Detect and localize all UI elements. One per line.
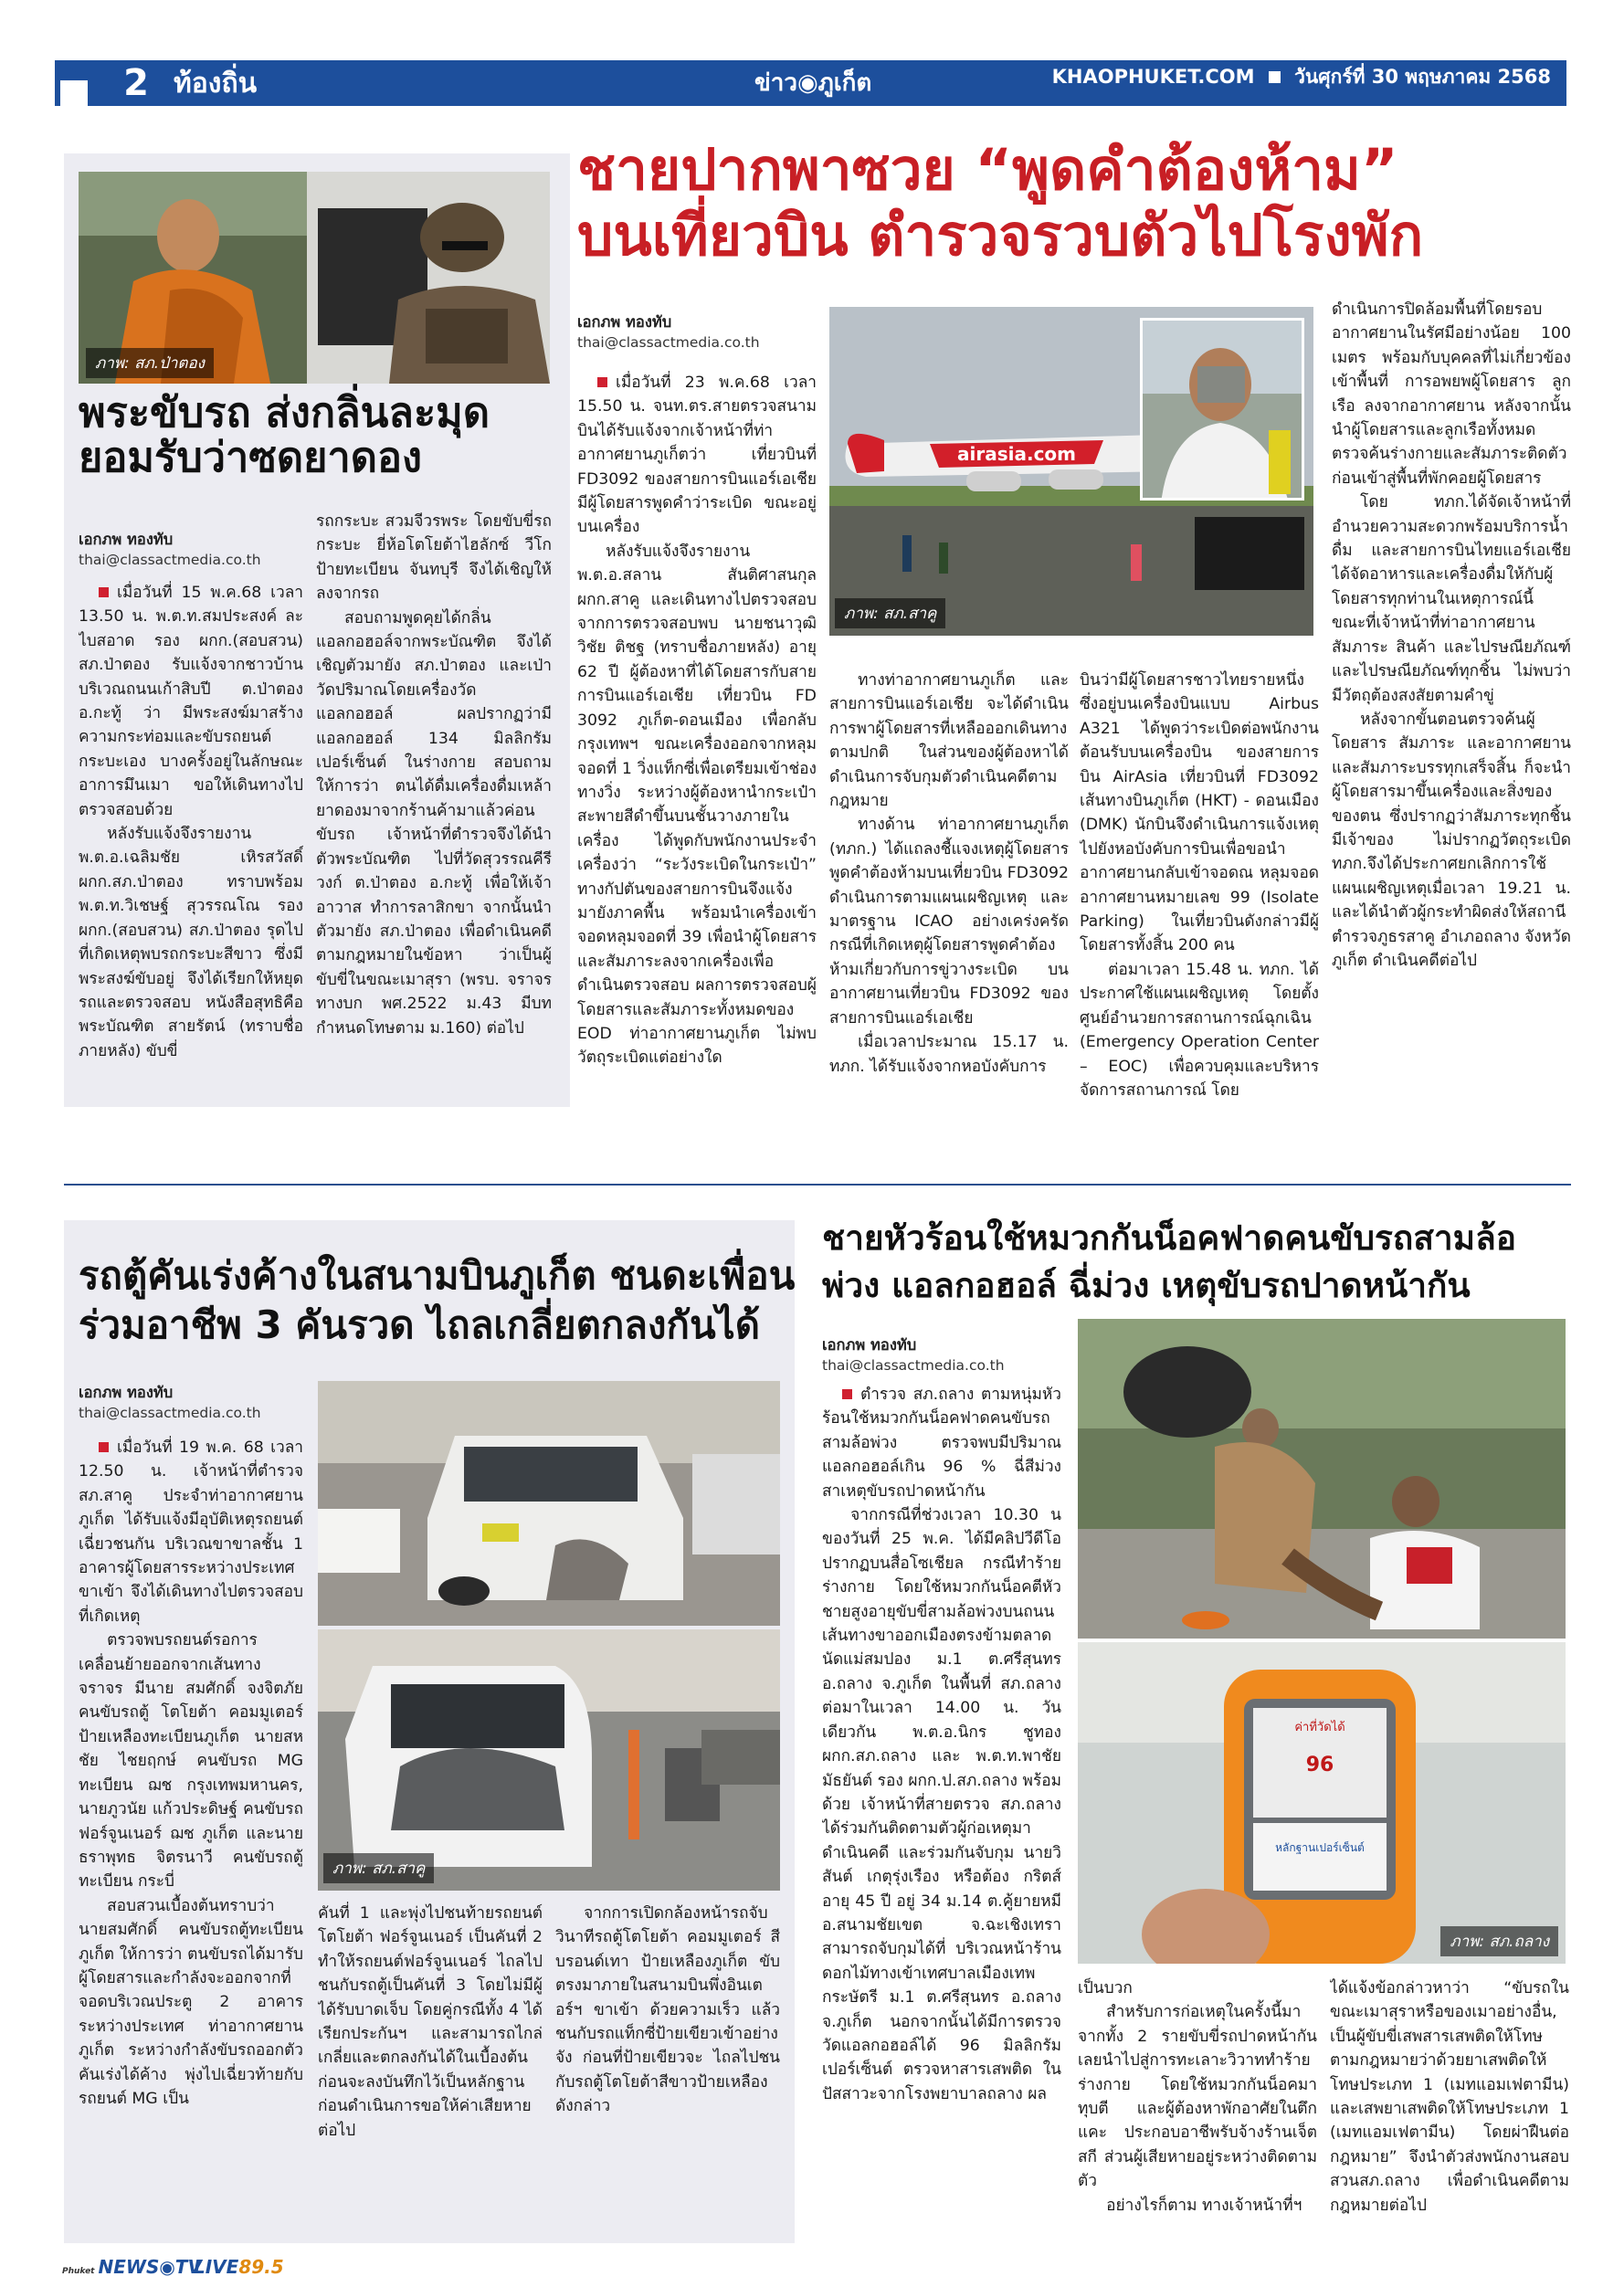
airport-photo	[829, 307, 1313, 636]
van-headline-line1: รถตู้คันเร่งค้างในสนามบินภูเก็ต ชนดะเพื่อน	[79, 1253, 796, 1298]
drunk-headline-line2: พ่วง แอลกอฮอล์ ฉี่ม่วง เหตุขับรถปาดหน้ากัน	[822, 1266, 1471, 1305]
footer-small-text: Phuket	[62, 2267, 95, 2276]
paragraph: เมื่อวันที่ 23 พ.ค.68 เวลา 15.50 น. จนท.ตร.สายตรวจสนามบินได้รับแจ้งจากเจ้าหน้าที่ท่าอากาศยานภูเก็ตว่า เที่ยวบินที่ FD3092 ของสายการบินแอร์เอเชีย มีผู้โดยสารพูดคำว่าระเบิด ขณะอยู่บนเครื่อง	[577, 374, 817, 537]
van-crash-photo-bottom	[318, 1629, 780, 1891]
monk-headline-line1: พระขับรถ ส่งกลิ่นละมุด	[79, 388, 490, 437]
van-crash-photo-top	[318, 1381, 780, 1626]
drunk-photo-credit: ภาพ: สภ.ถลาง	[1440, 1926, 1558, 1956]
paragraph: หลังรับแจ้งจึงรายงาน พ.ต.อ.เฉลิมชัย เหิรสวัสดิ์ ผกก.สภ.ป่าตอง ทราบพร้อม พ.ต.ท.วิเชษฐ์ สุวรรณโณ รอง ผกก.(สอบสวน) สภ.ป่าตอง รุดไปที่เกิดเหตุพบรถกระบะสีขาว ซึ่งมีพระสงฆ์ขับอยู่ จึงได้เรียกให้หยุดรถและตรวจสอบ หนังสือสุทธิคือ พระบัณฑิต สายรัตน์ (ทราบชื่อภายหลัง) ขับขี่	[79, 825, 303, 1060]
plane-livery-text: airasia.com	[957, 443, 1076, 465]
breathalyzer-reading: 96	[1305, 1754, 1334, 1776]
van-column-2	[318, 1902, 543, 2238]
monk-headline	[79, 388, 563, 481]
van-headline-line2: ร่วมอาชีพ 3 คันรวด ไถลเกลี่ยตกลงกันได้	[79, 1302, 761, 1347]
main-byline-block	[577, 311, 833, 351]
square-separator-icon	[1269, 71, 1281, 83]
monk-byline: เอกภพ ทองทับ	[79, 531, 174, 548]
van-column-1	[79, 1436, 303, 2238]
drunk-column-3	[1330, 1976, 1569, 2238]
footer-live-logo	[194, 2256, 284, 2278]
footer-news-tv: NEWS◉TV	[98, 2256, 202, 2278]
main-headline	[577, 137, 1573, 269]
section-title: ท้องถิ่น	[174, 68, 258, 100]
paragraph: สอบสวนเบื้องต้นทราบว่า นายสมศักดิ์ คนขับรถตู้ทะเบียนภูเก็ต ให้การว่า ตนขับรถได้มารับผู้โดยสารและกำลังจะออกจากที่จอดบริเวณประตู 2 อาคารระหว่างประเทศ ท่าอากาศยานภูเก็ต ระหว่างกำลังขับรถออกตัวคันเร่งได้ค้าง พุ่งไปเฉี่ยวท้ายกับรถยนต์ MG เป็น	[79, 1896, 303, 2108]
footer-live-frequency: 89.5	[238, 2256, 284, 2278]
paragraph: จากกรณีที่ช่วงเวลา 10.30 น ของวันที่ 25 พ.ค. ได้มีคลิปวีดีโอปรากฏบนสื่อโซเชียล กรณีทำร้ายร่างกาย โดยใช้หมวกกันน็อคตีหัวชายสูงอายุขับขี่สามล้อพ่วงบนถนนเส้นทางขาออกเมืองตรงข้ามตลาดนัดแม่สมปอง ม.1 ต.ศรีสุนทร อ.ถลาง จ.ภูเก็ต ในพื้นที่ สภ.ถลาง ต่อมาในเวลา 14.00 น. วันเดียวกัน พ.ต.อ.นิกร ชูทอง ผกก.สภ.ถลาง และ พ.ต.ท.พาชัย มัธยันต์ รอง ผกก.ป.สภ.ถลาง พร้อมด้วย เจ้าหน้าที่สายตรวจ สภ.ถลาง ได้ร่วมกันติดตามตัวผู้ก่อเหตุมาดำเนินคดี และร่วมกันจับกุม นายวิสันต์ เกตุรุ่งเรือง หรือต้อง กริตส์ อายุ 45 ปี อยู่ 34 ม.14 ต.คู้ยายหมี อ.สนามชัยเขต จ.ฉะเชิงเทรา สามารถจับกุมได้ที่ บริเวณหน้าร้านดอกไม้ทางเข้าเทศบาลเมืองเทพกระษัตรี ม.1 ต.ศรีสุนทร อ.ถลาง จ.ภูเก็ต นอกจากนั้นได้มีการตรวจวัดแอลกอฮอล์ได้ 96 มิลลิกรัมเปอร์เซ็นต์ ตรวจหาสารเสพติด ในปัสสาวะจากโรงพยาบาลถลาง ผล	[822, 1506, 1061, 2103]
main-headline-line2: บนเที่ยวบิน ตำรวจรวบตัวไปโรงพัก	[577, 202, 1424, 269]
drunk-headline-line1: ชายหัวร้อนใช้หมวกกันน็อคฟาดคนขับรถสามล้อ	[822, 1218, 1516, 1258]
drunk-byline: เอกภพ ทองทับ	[822, 1336, 917, 1354]
van-column-3	[555, 1902, 780, 2238]
monk-email[interactable]: thai@classactmedia.co.th	[79, 552, 261, 568]
paragraph: เป็นบวก	[1078, 1979, 1133, 1997]
breathalyzer-screen-label: ค่าที่วัดได้	[1294, 1721, 1345, 1734]
page-number: 2	[123, 62, 149, 104]
van-email[interactable]: thai@classactmedia.co.th	[79, 1405, 261, 1421]
drunk-email[interactable]: thai@classactmedia.co.th	[822, 1357, 1005, 1374]
drunk-column-2	[1078, 1976, 1317, 2238]
drunk-headline	[822, 1215, 1580, 1310]
drunk-column-1	[822, 1383, 1061, 2238]
issue-date: วันศุกร์ที่ 30 พฤษภาคม 2568	[1294, 66, 1551, 88]
breathalyzer-brand: หลักฐานเปอร์เซ็นต์	[1275, 1841, 1365, 1854]
paragraph: สอบถามพูดคุยได้กลิ่นแอลกอฮอล์จากพระบัณฑิต จึงได้เชิญตัวมายัง สภ.ป่าตอง และเป่าวัดปริมาณโดยเครื่องวัดแอลกอฮอล์ ผลปรากฏว่ามีแอลกอฮอล์ 134 มิลลิกรัมเปอร์เซ็นต์ ในร่างกาย สอบถามให้การว่า ตนได้ดื่มเครื่องดื่มเหล้ายาดองมาจากร้านค้ามาแล้วค่อนขับรถ เจ้าหน้าที่ตำรวจจึงได้นำตัวพระบัณฑิต ไปที่วัดสุวรรณคีรีวงก์ ต.ป่าตอง อ.กะทู้ เพื่อให้เจ้าอาวาส ทำการลาสิกขา จากนั้นนำตัวมายัง สภ.ป่าตอง เพื่อดำเนินคดีตามกฎหมายในข้อหา ว่าเป็นผู้ขับขี่ในขณะเมาสุรา (พรบ. จราจรทางบก พศ.2522 ม.43 มีบทกำหนดโทษตาม ม.160) ต่อไป	[316, 608, 552, 1038]
bullet-icon	[99, 587, 109, 597]
section-divider	[64, 1184, 1571, 1186]
van-photo-credit: ภาพ: สภ.สาคู	[323, 1853, 434, 1883]
monk-headline-line2: ยอมรับว่าซดยาดอง	[79, 432, 422, 481]
paragraph: เมื่อวันที่ 19 พ.ค. 68 เวลา 12.50 น. เจ้าหน้าที่ตำรวจ สภ.สาคู ประจำท่าอากาศยานภูเก็ต ได้รับแจ้งมีอุบัติเหตุรถยนต์เฉี่ยวชนกัน บริเวณขาขาลชั้น 1 อาคารผู้โดยสารระหว่างประเทศขาเข้า จึงได้เดินทางไปตรวจสอบที่เกิดเหตุ	[79, 1439, 303, 1626]
van-byline: เอกภพ ทองทับ	[79, 1384, 174, 1401]
monk-photo-credit: ภาพ: สภ.ป่าตอง	[86, 348, 214, 378]
monk-byline-block	[79, 528, 353, 568]
paragraph: หลังจากขั้นตอนตรวจค้นผู้โดยสาร สัมภาระ และอากาศยานและสัมภาระบรรทุกเสร็จสิ้น ก็จะนำผู้โดยสารมาขึ้นเครื่องและสิ่งของของตน ซึ่งปรากฏว่าสัมภาระทุกชิ้นมีเจ้าของ ไม่ปรากฏวัตถุระเบิด ทภก.จึงได้ประกาศยกเลิกการใช้แผนเผชิญเหตุเมื่อเวลา 19.21 น. และได้นำตัวผู้กระทำผิดส่งให้สถานีตำรวจภูธรสาคู อำเภอถลาง จังหวัดภูเก็ต ดำเนินคดีต่อไป	[1332, 710, 1571, 970]
paragraph: อย่างไรก็ตาม ทางเจ้าหน้าที่ฯ	[1106, 2196, 1302, 2215]
paragraph: เมื่อวันที่ 15 พ.ค.68 เวลา 13.50 น. พ.ต.ท.สมประสงค์ ละไบสอาด รอง ผกก.(สอบสวน) สภ.ป่าตอง รับแจ้งจากชาวบ้าน บริเวณถนนเก้าสิบปี ต.ป่าตอง อ.กะทู้ ว่า มีพระสงฆ์มาสร้างความกระท่อมและขับรถยนต์กระบะเอง บางครั้งอยู่ในลักษณะอาการมึนเมา ขอให้เดินทางไปตรวจสอบด้วย	[79, 584, 303, 819]
corner-logo-icon	[60, 60, 115, 106]
masthead-logo: ข่าว◉ภูเก็ต	[754, 69, 872, 97]
paragraph: ต่อมาเวลา 15.48 น. ทภก. ได้ประกาศใช้แผนเผชิญเหตุ โดยตั้งศูนย์อำนวยการสถานการณ์ฉุกเฉิน (Emergency Operation Center – EOC) เพื่อควบคุมและบริหารจัดการสถานการณ์ โดย	[1080, 960, 1319, 1100]
monk-column-1	[79, 581, 303, 1101]
paragraph: คันที่ 1 และพุ่งไปชนท้ายรถยนต์โตโยต้า ฟอร์จูนเนอร์ เป็นคันที่ 2 ทำให้รถยนต์ฟอร์จูนเนอร์ ไถลไปชนกับรถตู้เป็นคันที่ 3 โดยไม่มีผู้ได้รับบาดเจ็บ โดยคู่กรณีทั้ง 4 ได้เรียกประกันฯ และสามารถไกล่เกลี่ยและตกลงกันได้ในเบื้องต้น ก่อนจะลงบันทึกไว้เป็นหลักฐานก่อนดำเนินการขอให้ค่าเสียหายต่อไป	[318, 1904, 543, 2140]
main-headline-line1: ชายปากพาซวย “พูดคำต้องห้าม”	[577, 136, 1398, 203]
bullet-icon	[842, 1389, 852, 1399]
van-byline-block	[79, 1381, 353, 1421]
main-column-4	[1332, 298, 1571, 1101]
paragraph: ทางด้าน ท่าอากาศยานภูเก็ต (ทภก.) ได้แถลงชี้แจงเหตุผู้โดยสารพูดคำต้องห้ามบนเที่ยวบิน FD3092 ดำเนินการตามแผนเผชิญเหตุ และมาตรฐาน ICAO อย่างเคร่งครัด กรณีที่เกิดเหตุผู้โดยสารพูดคำต้องห้ามเกี่ยวกับการขู่วางระเบิด บนอากาศยานเที่ยวบิน FD3092 ของสายการบินแอร์เอเชีย	[829, 816, 1069, 1028]
paragraph: รถกระบะ สวมจีวรพระ โดยขับขี่รถกระบะ ยี่ห้อโตโยต้าไฮลักซ์ วีโก ป้ายทะเบียน จันทบุรี จึงได้เชิญให้ลงจากรถ	[316, 512, 552, 604]
paragraph: เมื่อเวลาประมาณ 15.17 น. ทภก. ได้รับแจ้งจากหอบังคับการ	[829, 1033, 1069, 1076]
bullet-icon	[597, 377, 607, 387]
footer-live-brand: LIVE	[194, 2256, 239, 2278]
bullet-icon	[99, 1442, 109, 1452]
site-url[interactable]: KHAOPHUKET.COM	[1051, 66, 1255, 88]
paragraph: สำหรับการก่อเหตุในครั้งนี้มาจากทั้ง 2 รายขับขี่รถปาดหน้ากันเลยนำไปสู่การทะเลาะวิวาททำร้ายร่างกาย โดยใช้หมวกกันน็อคมาทุบตี และผู้ต้องหาพักอาศัยในตึกแคะ ประกอบอาชีพรับจ้างร้านเจ็ตสกี ส่วนผู้เสียหายอยู่ระหว่างติดตามตัว	[1078, 2003, 1317, 2191]
paragraph: จากการเปิดกล้องหน้ารถจับวินาทีรถตู้โตโยต้า คอมมูเตอร์ สีบรอนด์เทา ป้ายเหลืองภูเก็ต ขับตรงมาภายในสนามบินพึ่งอินเตอร์ฯ ขาเข้า ด้วยความเร็ว แล้วชนกับรถแท็กซี่ป้ายเขียวเข้าอย่างจัง ก่อนที่ป้ายเขียวจะ ไถลไปชนกับรถตู้โตโยต้าสีขาวป้ายเหลืองดังกล่าว	[555, 1904, 780, 2116]
paragraph: หลังรับแจ้งจึงรายงาน พ.ต.อ.สลาน สันติศาสนกุล ผกก.สาคู และเดินทางไปตรวจสอบ จากการตรวจสอบพบ นายชนาวุฒิวิชัย ติชฐ (ทราบชื่อภายหลัง) อายุ 62 ปี ผู้ต้องหาที่ได้โดยสารกับสายการบินแอร์เอเชีย เที่ยวบิน FD 3092 ภูเก็ต-ดอนเมือง เพื่อกลับกรุงเทพฯ ขณะเครื่องออกจากหลุมจอดที่ 1 วิ่งแท็กซี่เพื่อเตรียมเข้าช่องทางวิ่ง ระหว่างผู้ต้องหานำกระเป๋าสะพายสีดำขึ้นบนชั้นวางภายในเครื่อง ได้พูดกับพนักงานประจำเครื่องว่า “ระวังระเบิดในกระเป๋า” ทางกัปตันของสายการบินจึงแจ้งมายังภาคพื้น พร้อมนำเครื่องเข้าจอดหลุมจอดที่ 39 เพื่อนำผู้โดยสารและสัมภาระลงจากเครื่องเพื่อดำเนินตรวจสอบ ผลการตรวจสอบผู้โดยสารและสัมภาระทั้งหมดของ EOD ท่าอากาศยานภูเก็ต ไม่พบวัตถุระเบิดแต่อย่างใด	[577, 542, 817, 1068]
main-column-3	[1080, 669, 1319, 1101]
main-column-2	[829, 669, 1069, 1101]
main-byline: เอกภพ ทองทับ	[577, 313, 672, 331]
header-site-date	[1052, 62, 1551, 104]
paragraph: ตรวจพบรถยนต์รอการเคลื่อนย้ายออกจากเส้นทางจราจร มีนาย สมศักดิ์ จงจิตภัย คนขับรถตู้ โตโยต้า คอมมูเตอร์ ป้ายเหลืองทะเบียนภูเก็ต นายสหชัย ไชยฤกษ์ คนขับรถ MG ทะเบียน ฌช กรุงเทพมหานคร, นายภูวนัย แก้วประดิษฐ์ คนขับรถฟอร์จูนเนอร์ ฌช ภูเก็ต และนายธราพุทธ จิตรนาวี คนขับรถตู้ทะเบียน กระบี่	[79, 1631, 303, 1892]
van-headline	[79, 1251, 800, 1350]
paragraph: ได้แจ้งข้อกล่าวหาว่า “ขับรถในขณะเมาสุราหรือของเมาอย่างอื่น, เป็นผู้ขับขี่เสพสารเสพติดให้โทษตามกฎหมายว่าด้วยยาเสพติดให้โทษประเภท 1 (เมทแอมเฟตามีน) และเสพยาเสพติดให้โทษประเภท 1 (เมทแอมเฟตามีน) โดยผ่าฝืนต่อกฎหมาย” จึงนำตัวส่งพนักงานสอบสวนสภ.ถลาง เพื่อดำเนินคดีตามกฎหมายต่อไป	[1330, 1979, 1569, 2215]
paragraph: ตำรวจ สภ.ถลาง ตามหนุ่มหัวร้อนใช้หมวกกันน็อคฟาดคนขับรถสามล้อพ่วง ตรวจพบมีปริมาณแอลกอฮอล์เกิน 96 % ฉี่สีม่วงสาเหตุขับรถปาดหน้ากัน	[822, 1386, 1061, 1501]
arrest-photo	[1078, 1319, 1566, 1639]
main-photo-credit: ภาพ: สภ.สาคู	[835, 598, 945, 628]
main-column-1	[577, 371, 817, 1101]
drunk-byline-block	[822, 1333, 1078, 1374]
breathalyzer-photo	[1078, 1642, 1566, 1964]
paragraph: บินว่ามีผู้โดยสารชาวไทยรายหนึ่ง ซึ่งอยู่บนเครื่องบินแบบ Airbus A321 ได้พูดว่าระเบิดต่อพนักงานต้อนรับบนเครื่องบิน ของสายการบิน AirAsia เที่ยวบินที่ FD3092 เส้นทางบินภูเก็ต (HKT) - ดอนเมือง (DMK) นักบินจึงดำเนินการแจ้งเหตุไปยังหอบังคับการบินเพื่อขอนำอากาศยานกลับเข้าจอดณ หลุมจอดอากาศยานหมายเลข 99 (Isolate Parking) ในเที่ยวบินดังกล่าวมีผู้โดยสารทั้งสิ้น 200 คน	[1080, 671, 1319, 955]
paragraph: ดำเนินการปิดล้อมพื้นที่โดยรอบอากาศยานในรัศมีอย่างน้อย 100 เมตร พร้อมกับบุคคลที่ไม่เกี่ยวข้องเข้าพื้นที่ การอพยพผู้โดยสาร ลูกเรือ ลงจากอากาศยาน หลังจากนั้น นำผู้โดยสารและลูกเรือทั้งหมดตรวจค้นร่างกายและสัมภาระติดตัวก่อนเข้าสู่พื้นที่พักคอยผู้โดยสาร	[1332, 300, 1571, 488]
paragraph: ทางท่าอากาศยานภูเก็ต และสายการบินแอร์เอเชีย จะได้ดำเนินการพาผู้โดยสารที่เหลือออกเดินทางตามปกติ ในส่วนของผู้ต้องหาได้ดำเนินการจับกุมตัวดำเนินคดีตามกฎหมาย	[829, 671, 1069, 811]
paragraph: โดย ทภก.ได้จัดเจ้าหน้าที่อำนวยความสะดวกพร้อมบริการน้ำดื่ม และสายการบินไทยแอร์เอเชียได้จัดอาหารและเครื่องดื่มให้กับผู้โดยสารทุกท่านในเหตุการณ์นี้ ขณะที่เจ้าหน้าที่ท่าอากาศยาน สัมภาระ สินค้า และไปรษณียภัณฑ์ และไปรษณียภัณฑ์ทุกชิ้น ไม่พบว่ามีวัตถุต้องสงสัยตามคำขู่	[1332, 493, 1571, 705]
monk-column-2	[316, 510, 552, 1101]
monk-photo	[79, 172, 550, 384]
suspect-inset-photo	[1140, 318, 1304, 501]
footer-news-tv-logo	[62, 2256, 202, 2278]
main-email[interactable]: thai@classactmedia.co.th	[577, 334, 760, 351]
